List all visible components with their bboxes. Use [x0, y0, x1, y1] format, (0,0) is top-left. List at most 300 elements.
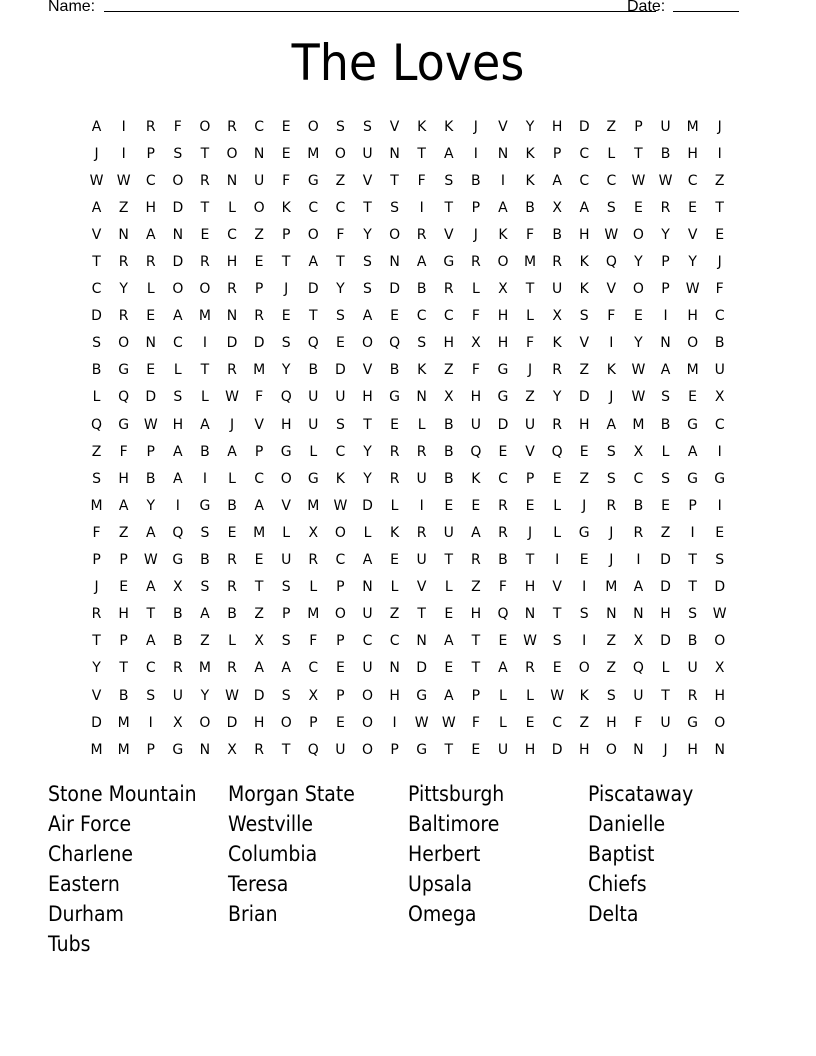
- grid-cell[interactable]: L: [444, 579, 453, 596]
- grid-cell[interactable]: C: [308, 660, 319, 677]
- grid-cell[interactable]: N: [416, 633, 427, 650]
- grid-cell[interactable]: A: [91, 199, 102, 216]
- grid-cell[interactable]: S: [146, 687, 156, 704]
- grid-cell[interactable]: I: [690, 524, 695, 541]
- grid-cell[interactable]: B: [687, 633, 698, 650]
- grid-cell[interactable]: Z: [254, 226, 264, 243]
- grid-cell[interactable]: H: [470, 606, 482, 623]
- grid-cell[interactable]: C: [362, 633, 373, 650]
- grid-cell[interactable]: R: [470, 552, 481, 569]
- grid-cell[interactable]: O: [334, 524, 346, 541]
- grid-cell[interactable]: S: [363, 254, 372, 271]
- grid-cell[interactable]: T: [309, 308, 318, 325]
- grid-cell[interactable]: T: [92, 254, 101, 271]
- grid-cell[interactable]: S: [715, 552, 725, 569]
- grid-cell[interactable]: E: [633, 199, 643, 216]
- grid-cell[interactable]: F: [336, 226, 345, 243]
- grid-cell[interactable]: X: [443, 389, 454, 406]
- grid-cell[interactable]: S: [92, 470, 101, 487]
- grid-cell[interactable]: Q: [172, 524, 184, 541]
- grid-cell[interactable]: W: [604, 226, 619, 243]
- grid-cell[interactable]: I: [500, 172, 506, 189]
- grid-cell[interactable]: J: [527, 524, 533, 541]
- grid-cell[interactable]: A: [498, 199, 508, 216]
- grid-cell[interactable]: O: [199, 281, 211, 298]
- grid-cell[interactable]: L: [471, 281, 480, 298]
- grid-cell[interactable]: H: [497, 335, 509, 352]
- grid-cell[interactable]: O: [361, 741, 373, 758]
- grid-cell[interactable]: W: [143, 416, 158, 433]
- grid-cell[interactable]: E: [254, 254, 264, 271]
- grid-cell[interactable]: S: [390, 199, 400, 216]
- grid-cell[interactable]: Z: [254, 606, 264, 623]
- grid-cell[interactable]: R: [200, 172, 210, 189]
- grid-cell[interactable]: D: [226, 335, 238, 352]
- grid-cell[interactable]: O: [714, 633, 726, 650]
- grid-cell[interactable]: I: [392, 714, 397, 731]
- grid-cell[interactable]: S: [281, 335, 291, 352]
- grid-cell[interactable]: R: [389, 443, 400, 460]
- grid-cell[interactable]: X: [552, 199, 562, 216]
- grid-cell[interactable]: S: [661, 389, 670, 406]
- grid-cell[interactable]: H: [578, 741, 590, 758]
- grid-cell[interactable]: E: [688, 389, 698, 406]
- grid-cell[interactable]: S: [363, 118, 372, 135]
- grid-cell[interactable]: R: [498, 497, 508, 514]
- grid-cell[interactable]: N: [389, 145, 400, 162]
- grid-cell[interactable]: V: [416, 579, 427, 596]
- grid-cell[interactable]: E: [579, 443, 589, 460]
- grid-cell[interactable]: B: [498, 552, 508, 569]
- grid-cell[interactable]: R: [227, 660, 237, 677]
- grid-cell[interactable]: M: [117, 741, 130, 758]
- grid-cell[interactable]: E: [146, 308, 156, 325]
- grid-cell[interactable]: A: [227, 443, 237, 460]
- grid-cell[interactable]: X: [498, 281, 508, 298]
- grid-cell[interactable]: C: [172, 335, 183, 352]
- grid-cell[interactable]: Z: [714, 172, 725, 189]
- grid-cell[interactable]: O: [226, 145, 238, 162]
- grid-cell[interactable]: T: [525, 281, 535, 298]
- grid-cell[interactable]: S: [444, 172, 454, 189]
- grid-cell[interactable]: S: [173, 389, 183, 406]
- grid-cell[interactable]: E: [715, 226, 725, 243]
- grid-cell[interactable]: Q: [632, 660, 644, 677]
- grid-cell[interactable]: E: [661, 497, 670, 514]
- grid-cell[interactable]: J: [663, 741, 668, 758]
- grid-cell[interactable]: U: [362, 660, 373, 677]
- grid-cell[interactable]: Q: [605, 254, 617, 271]
- grid-cell[interactable]: U: [362, 145, 373, 162]
- grid-cell[interactable]: P: [661, 281, 670, 298]
- grid-cell[interactable]: A: [362, 552, 373, 569]
- grid-cell[interactable]: I: [121, 118, 126, 135]
- grid-cell[interactable]: V: [687, 226, 698, 243]
- grid-cell[interactable]: W: [523, 633, 537, 650]
- grid-cell[interactable]: G: [199, 497, 211, 514]
- grid-cell[interactable]: V: [254, 416, 264, 433]
- grid-cell[interactable]: B: [145, 470, 156, 487]
- grid-cell[interactable]: E: [471, 741, 481, 758]
- grid-cell[interactable]: P: [688, 497, 697, 514]
- grid-cell[interactable]: P: [146, 145, 155, 162]
- grid-cell[interactable]: H: [714, 687, 725, 704]
- grid-cell[interactable]: Z: [443, 362, 454, 379]
- grid-cell[interactable]: F: [92, 524, 101, 541]
- grid-cell[interactable]: S: [579, 308, 589, 325]
- grid-cell[interactable]: G: [497, 389, 509, 406]
- grid-cell[interactable]: L: [661, 660, 670, 677]
- grid-cell[interactable]: R: [118, 254, 129, 271]
- grid-cell[interactable]: K: [525, 145, 535, 162]
- grid-cell[interactable]: Z: [579, 714, 590, 731]
- grid-cell[interactable]: T: [119, 660, 128, 677]
- grid-cell[interactable]: K: [579, 254, 589, 271]
- grid-cell[interactable]: G: [687, 416, 699, 433]
- grid-cell[interactable]: D: [335, 362, 346, 379]
- grid-cell[interactable]: B: [416, 281, 427, 298]
- grid-cell[interactable]: X: [227, 741, 237, 758]
- grid-cell[interactable]: I: [202, 335, 207, 352]
- grid-cell[interactable]: E: [633, 308, 643, 325]
- grid-cell[interactable]: A: [91, 118, 102, 135]
- grid-cell[interactable]: J: [94, 579, 99, 596]
- grid-cell[interactable]: N: [145, 335, 156, 352]
- grid-cell[interactable]: G: [118, 362, 130, 379]
- grid-cell[interactable]: Q: [118, 389, 130, 406]
- grid-cell[interactable]: X: [633, 633, 644, 650]
- grid-cell[interactable]: P: [309, 714, 318, 731]
- grid-cell[interactable]: W: [143, 552, 158, 569]
- grid-cell[interactable]: O: [497, 254, 509, 271]
- grid-cell[interactable]: I: [555, 552, 560, 569]
- grid-cell[interactable]: C: [145, 660, 156, 677]
- grid-cell[interactable]: J: [609, 552, 614, 569]
- grid-cell[interactable]: J: [609, 524, 614, 541]
- grid-cell[interactable]: S: [281, 633, 291, 650]
- grid-cell[interactable]: T: [390, 172, 399, 189]
- grid-cell[interactable]: E: [335, 714, 345, 731]
- grid-cell[interactable]: V: [552, 579, 562, 596]
- grid-cell[interactable]: L: [228, 470, 236, 487]
- grid-cell[interactable]: J: [473, 118, 478, 135]
- grid-cell[interactable]: D: [253, 335, 265, 352]
- grid-cell[interactable]: P: [119, 633, 128, 650]
- grid-cell[interactable]: R: [660, 199, 671, 216]
- grid-cell[interactable]: T: [281, 254, 291, 271]
- grid-cell[interactable]: A: [552, 172, 562, 189]
- grid-cell[interactable]: F: [173, 118, 182, 135]
- grid-cell[interactable]: L: [526, 687, 534, 704]
- grid-cell[interactable]: C: [552, 714, 563, 731]
- grid-cell[interactable]: P: [254, 281, 264, 298]
- grid-cell[interactable]: M: [307, 606, 320, 623]
- grid-cell[interactable]: D: [578, 389, 590, 406]
- grid-cell[interactable]: T: [200, 145, 210, 162]
- grid-cell[interactable]: I: [582, 633, 587, 650]
- grid-cell[interactable]: L: [201, 389, 209, 406]
- grid-cell[interactable]: P: [146, 443, 155, 460]
- grid-cell[interactable]: L: [390, 579, 399, 596]
- grid-cell[interactable]: S: [606, 443, 616, 460]
- grid-cell[interactable]: C: [606, 172, 617, 189]
- grid-cell[interactable]: X: [308, 687, 319, 704]
- grid-cell[interactable]: N: [633, 741, 644, 758]
- grid-cell[interactable]: T: [281, 741, 291, 758]
- grid-cell[interactable]: T: [634, 145, 643, 162]
- grid-cell[interactable]: B: [173, 633, 183, 650]
- grid-cell[interactable]: A: [416, 254, 427, 271]
- grid-cell[interactable]: R: [145, 118, 156, 135]
- grid-cell[interactable]: S: [92, 335, 101, 352]
- grid-cell[interactable]: R: [118, 308, 129, 325]
- grid-cell[interactable]: C: [254, 470, 264, 487]
- grid-cell[interactable]: Y: [200, 687, 210, 704]
- grid-cell[interactable]: C: [389, 633, 400, 650]
- grid-cell[interactable]: N: [714, 741, 725, 758]
- grid-cell[interactable]: U: [335, 389, 346, 406]
- date-blank-line[interactable]: [673, 11, 739, 12]
- grid-cell[interactable]: V: [91, 687, 102, 704]
- grid-cell[interactable]: B: [308, 362, 319, 379]
- grid-cell[interactable]: F: [471, 714, 480, 731]
- grid-cell[interactable]: R: [443, 281, 454, 298]
- grid-cell[interactable]: L: [146, 281, 155, 298]
- grid-cell[interactable]: O: [199, 118, 211, 135]
- grid-cell[interactable]: X: [714, 660, 725, 677]
- grid-cell[interactable]: W: [631, 362, 646, 379]
- grid-cell[interactable]: D: [660, 633, 671, 650]
- grid-cell[interactable]: T: [417, 145, 426, 162]
- grid-cell[interactable]: P: [254, 443, 264, 460]
- grid-cell[interactable]: K: [471, 470, 481, 487]
- grid-cell[interactable]: P: [281, 606, 291, 623]
- grid-cell[interactable]: B: [227, 497, 237, 514]
- grid-cell[interactable]: F: [526, 226, 535, 243]
- grid-cell[interactable]: H: [389, 687, 400, 704]
- grid-cell[interactable]: B: [443, 443, 454, 460]
- grid-cell[interactable]: E: [498, 633, 508, 650]
- grid-cell[interactable]: H: [280, 416, 292, 433]
- grid-cell[interactable]: N: [524, 606, 536, 623]
- grid-cell[interactable]: Q: [389, 335, 401, 352]
- grid-cell[interactable]: E: [200, 226, 210, 243]
- grid-cell[interactable]: Z: [200, 633, 210, 650]
- grid-cell[interactable]: R: [145, 254, 156, 271]
- grid-cell[interactable]: A: [498, 660, 508, 677]
- grid-cell[interactable]: Y: [146, 497, 156, 514]
- grid-cell[interactable]: N: [660, 335, 671, 352]
- grid-cell[interactable]: M: [253, 362, 266, 379]
- grid-cell[interactable]: D: [578, 118, 590, 135]
- grid-cell[interactable]: T: [471, 660, 481, 677]
- grid-cell[interactable]: N: [253, 145, 265, 162]
- grid-cell[interactable]: A: [633, 579, 644, 596]
- grid-cell[interactable]: O: [172, 172, 184, 189]
- grid-cell[interactable]: W: [89, 172, 104, 189]
- grid-cell[interactable]: B: [443, 416, 454, 433]
- grid-cell[interactable]: Z: [525, 389, 535, 406]
- grid-cell[interactable]: Y: [688, 254, 697, 271]
- grid-cell[interactable]: G: [416, 687, 428, 704]
- grid-cell[interactable]: Y: [661, 226, 670, 243]
- grid-cell[interactable]: C: [687, 172, 698, 189]
- grid-cell[interactable]: Q: [307, 741, 319, 758]
- grid-cell[interactable]: Z: [606, 660, 617, 677]
- grid-cell[interactable]: M: [524, 254, 537, 271]
- grid-cell[interactable]: X: [254, 633, 264, 650]
- grid-cell[interactable]: D: [660, 579, 671, 596]
- grid-cell[interactable]: C: [335, 552, 346, 569]
- name-blank-line[interactable]: [104, 11, 656, 12]
- grid-cell[interactable]: A: [308, 254, 319, 271]
- grid-cell[interactable]: C: [443, 308, 454, 325]
- grid-cell[interactable]: H: [524, 741, 536, 758]
- grid-cell[interactable]: O: [361, 335, 373, 352]
- grid-cell[interactable]: D: [307, 281, 319, 298]
- grid-cell[interactable]: L: [499, 714, 507, 731]
- grid-cell[interactable]: N: [497, 145, 509, 162]
- grid-cell[interactable]: W: [414, 714, 429, 731]
- grid-cell[interactable]: T: [661, 687, 670, 704]
- grid-cell[interactable]: A: [579, 199, 590, 216]
- grid-cell[interactable]: P: [661, 254, 670, 271]
- grid-cell[interactable]: B: [443, 470, 454, 487]
- grid-cell[interactable]: B: [227, 606, 237, 623]
- grid-cell[interactable]: P: [336, 633, 345, 650]
- grid-cell[interactable]: Z: [335, 172, 346, 189]
- grid-cell[interactable]: D: [416, 660, 428, 677]
- grid-cell[interactable]: E: [552, 660, 562, 677]
- grid-cell[interactable]: C: [714, 308, 725, 325]
- grid-cell[interactable]: T: [444, 199, 454, 216]
- grid-cell[interactable]: D: [226, 714, 238, 731]
- grid-cell[interactable]: I: [582, 579, 587, 596]
- grid-cell[interactable]: E: [444, 660, 454, 677]
- grid-cell[interactable]: G: [307, 172, 319, 189]
- grid-cell[interactable]: A: [173, 443, 183, 460]
- grid-cell[interactable]: E: [390, 416, 399, 433]
- grid-cell[interactable]: S: [335, 118, 345, 135]
- grid-cell[interactable]: P: [471, 199, 481, 216]
- grid-cell[interactable]: O: [632, 281, 644, 298]
- grid-cell[interactable]: H: [145, 199, 156, 216]
- grid-cell[interactable]: F: [282, 172, 291, 189]
- grid-cell[interactable]: O: [361, 687, 373, 704]
- grid-cell[interactable]: V: [606, 281, 617, 298]
- grid-cell[interactable]: S: [200, 524, 210, 541]
- grid-cell[interactable]: H: [687, 145, 698, 162]
- grid-cell[interactable]: I: [717, 443, 722, 460]
- grid-cell[interactable]: P: [281, 226, 291, 243]
- grid-cell[interactable]: W: [225, 389, 239, 406]
- grid-cell[interactable]: U: [497, 741, 509, 758]
- grid-cell[interactable]: N: [389, 254, 400, 271]
- grid-cell[interactable]: V: [498, 118, 508, 135]
- grid-cell[interactable]: K: [417, 118, 427, 135]
- grid-cell[interactable]: U: [443, 524, 454, 541]
- grid-cell[interactable]: O: [605, 741, 617, 758]
- grid-cell[interactable]: D: [91, 714, 102, 731]
- grid-cell[interactable]: A: [254, 660, 264, 677]
- grid-cell[interactable]: T: [200, 199, 210, 216]
- grid-cell[interactable]: G: [172, 552, 184, 569]
- grid-cell[interactable]: K: [498, 226, 508, 243]
- grid-cell[interactable]: U: [308, 389, 319, 406]
- grid-cell[interactable]: S: [606, 687, 616, 704]
- grid-cell[interactable]: K: [281, 199, 291, 216]
- grid-cell[interactable]: H: [253, 714, 265, 731]
- grid-cell[interactable]: X: [714, 389, 725, 406]
- grid-cell[interactable]: W: [225, 687, 239, 704]
- grid-cell[interactable]: F: [119, 443, 128, 460]
- grid-cell[interactable]: S: [417, 335, 427, 352]
- grid-cell[interactable]: H: [524, 579, 536, 596]
- grid-cell[interactable]: L: [173, 362, 182, 379]
- grid-cell[interactable]: V: [389, 118, 400, 135]
- grid-cell[interactable]: A: [606, 416, 617, 433]
- grid-cell[interactable]: P: [471, 687, 481, 704]
- grid-cell[interactable]: N: [226, 172, 238, 189]
- grid-cell[interactable]: R: [498, 524, 508, 541]
- grid-cell[interactable]: L: [228, 199, 236, 216]
- grid-cell[interactable]: R: [552, 254, 562, 271]
- grid-cell[interactable]: G: [687, 714, 699, 731]
- grid-cell[interactable]: X: [471, 335, 481, 352]
- grid-cell[interactable]: U: [470, 416, 481, 433]
- grid-cell[interactable]: H: [443, 335, 455, 352]
- grid-cell[interactable]: Y: [634, 335, 643, 352]
- grid-cell[interactable]: P: [119, 552, 128, 569]
- grid-cell[interactable]: G: [687, 470, 699, 487]
- grid-cell[interactable]: H: [687, 741, 698, 758]
- grid-cell[interactable]: M: [90, 741, 103, 758]
- grid-cell[interactable]: A: [118, 497, 129, 514]
- grid-cell[interactable]: W: [712, 606, 727, 623]
- grid-cell[interactable]: W: [685, 281, 700, 298]
- grid-cell[interactable]: H: [687, 308, 698, 325]
- grid-cell[interactable]: H: [660, 606, 671, 623]
- grid-cell[interactable]: E: [715, 524, 725, 541]
- grid-cell[interactable]: T: [363, 416, 372, 433]
- grid-cell[interactable]: G: [389, 389, 400, 406]
- grid-cell[interactable]: H: [551, 118, 563, 135]
- grid-cell[interactable]: P: [146, 741, 155, 758]
- grid-cell[interactable]: A: [443, 687, 454, 704]
- grid-cell[interactable]: A: [362, 308, 373, 325]
- grid-cell[interactable]: O: [632, 226, 644, 243]
- grid-cell[interactable]: X: [633, 443, 644, 460]
- grid-cell[interactable]: O: [361, 714, 373, 731]
- grid-cell[interactable]: U: [714, 362, 725, 379]
- grid-cell[interactable]: R: [308, 552, 319, 569]
- grid-cell[interactable]: G: [172, 741, 184, 758]
- grid-cell[interactable]: M: [198, 660, 211, 677]
- grid-cell[interactable]: L: [309, 443, 318, 460]
- grid-cell[interactable]: V: [91, 226, 102, 243]
- grid-cell[interactable]: A: [200, 416, 210, 433]
- grid-cell[interactable]: S: [281, 687, 291, 704]
- grid-cell[interactable]: B: [91, 362, 102, 379]
- grid-cell[interactable]: I: [419, 199, 424, 216]
- grid-cell[interactable]: A: [687, 443, 698, 460]
- grid-cell[interactable]: N: [226, 308, 238, 325]
- grid-cell[interactable]: J: [229, 416, 235, 433]
- grid-cell[interactable]: Y: [363, 226, 372, 243]
- grid-cell[interactable]: E: [281, 308, 291, 325]
- grid-cell[interactable]: V: [362, 362, 373, 379]
- grid-cell[interactable]: M: [632, 416, 645, 433]
